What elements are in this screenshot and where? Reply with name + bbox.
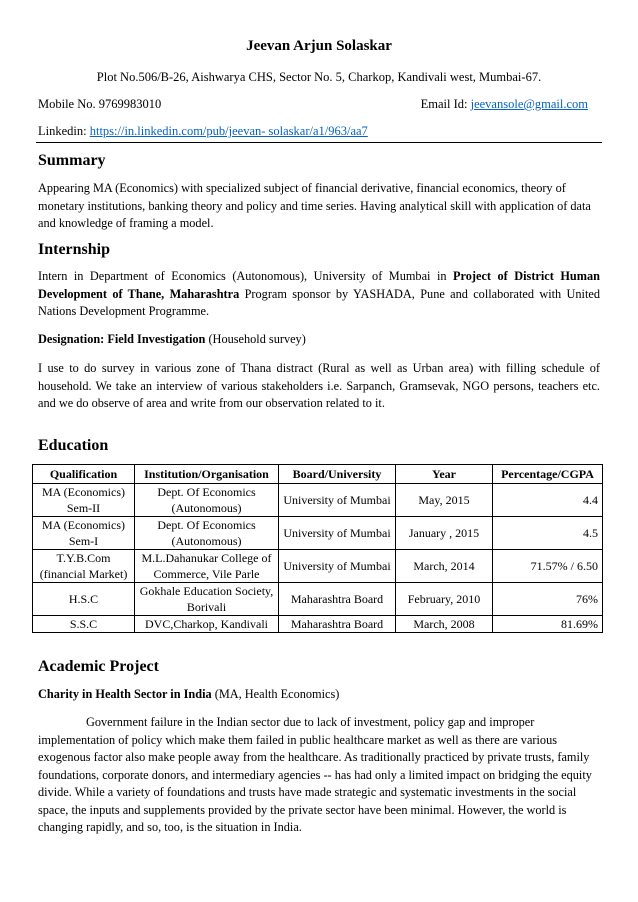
linkedin-label: Linkedin: [38,124,90,138]
cell-board: University of Mumbai [279,484,396,517]
address: Plot No.506/B-26, Aishwarya CHS, Sector No. 5, Charkop, Kandivali west, Mumbai-67. [96,70,542,84]
cell-year: January , 2015 [396,517,493,550]
col-year: Year [396,465,493,484]
cell-institution: Dept. Of Economics (Autonomous) [135,517,279,550]
cell-year: May, 2015 [396,484,493,517]
designation-note: (Household survey) [205,332,306,346]
internship-heading: Internship [38,241,111,258]
cell-board: University of Mumbai [279,517,396,550]
designation-label: Designation: Field Investigation [38,332,206,346]
cell-qualification: MA (Economics) Sem-II [33,484,135,517]
education-heading: Education [38,437,109,454]
header-divider [36,142,602,143]
mobile-number: Mobile No. 9769983010 [38,97,162,111]
table-row [33,484,603,517]
project-title-note: (MA, Health Economics) [211,687,340,701]
email-label: Email Id: [420,97,471,111]
email-line [421,97,588,112]
cell-score: 4.4 [493,484,603,517]
cell-institution: Gokhale Education Society, Borivali [135,583,279,616]
candidate-name: Jeevan Arjun Solaskar [246,38,392,54]
cell-board: University of Mumbai [279,550,396,583]
project-title-line [38,686,600,704]
internship-project: Project of District Human Development of Thane, Maharashtra [38,269,600,301]
education-header-row [33,465,603,484]
cell-score: 4.5 [493,517,603,550]
cell-score: 76% [493,583,603,616]
cell-qualification: T.Y.B.Com (financial Market) [33,550,135,583]
summary-heading: Summary [38,152,106,169]
cell-institution: Dept. Of Economics (Autonomous) [135,484,279,517]
email-link[interactable]: jeevansole@gmail.com [470,97,588,111]
cell-board: Maharashtra Board [279,616,396,633]
project-title: Charity in Health Sector in India [38,687,212,701]
linkedin-line [38,124,368,139]
table-row [33,583,603,616]
col-qualification: Qualification [33,465,135,484]
cell-qualification: MA (Economics) Sem-I [33,517,135,550]
internship-text-end: Program sponsor by YASHADA, Pune and collaborated with United Nations Development Programme. [38,286,600,318]
cell-score: 81.69% [493,616,603,633]
internship-text-start: Intern in Department of Economics (Autonomous), University of Mumbai in [38,269,454,283]
table-row [33,616,603,633]
cell-year: March, 2014 [396,550,493,583]
cell-qualification: S.S.C [33,616,135,633]
cell-institution: DVC,Charkop, Kandivali [135,616,279,633]
linkedin-link[interactable]: https://in.linkedin.com/pub/jeevan- solaskar/a1/963/aa7 [89,124,368,138]
table-row [33,550,603,583]
col-score: Percentage/CGPA [493,465,603,484]
project-description: Government failure in the Indian sector due to lack of investment, policy gap and improper implementation of policy which make them failed in public healthcare market as well as there are various exogenous factor also make people away from the healthcare. As traditionally practiced by private trusts, family foundations, corporate donors, and intermediary agencies -- has had only a limited impact on bridging the equity divide. While a variety of foundations and trusts have made strategic and systematic investments in the social space, the inputs and supplements provided by the private sector have been minimal. However, the world is changing rapidly, and so, too, is the situation in India. [38,715,592,834]
internship-text [38,268,600,321]
cell-year: February, 2010 [396,583,493,616]
summary-text: Appearing MA (Economics) with specialized subject of financial derivative, financial economics, theory of monetary institutions, banking theory and policy and time series. Having analytical skill with application of data and knowledge of framing a model. [38,181,591,230]
education-table [32,464,603,633]
cell-score: 71.57% / 6.50 [493,550,603,583]
col-board: Board/University [279,465,396,484]
table-row [33,517,603,550]
cell-institution: M.L.Dahanukar College of Commerce, Vile Parle [135,550,279,583]
academic-project-heading: Academic Project [38,658,159,675]
cell-year: March, 2008 [396,616,493,633]
cell-board: Maharashtra Board [279,583,396,616]
cell-qualification: H.S.C [33,583,135,616]
survey-text: I use to do survey in various zone of Thana distract (Rural as well as Urban area) with filling schedule of household. We take an interview of various stakeholders i.e. Sarpanch, Gramsevak, NGO persons, teachers etc. and we do observe of area and write from our observation related to it. [38,361,600,410]
col-institution: Institution/Organisation [135,465,279,484]
designation-line [38,331,600,349]
